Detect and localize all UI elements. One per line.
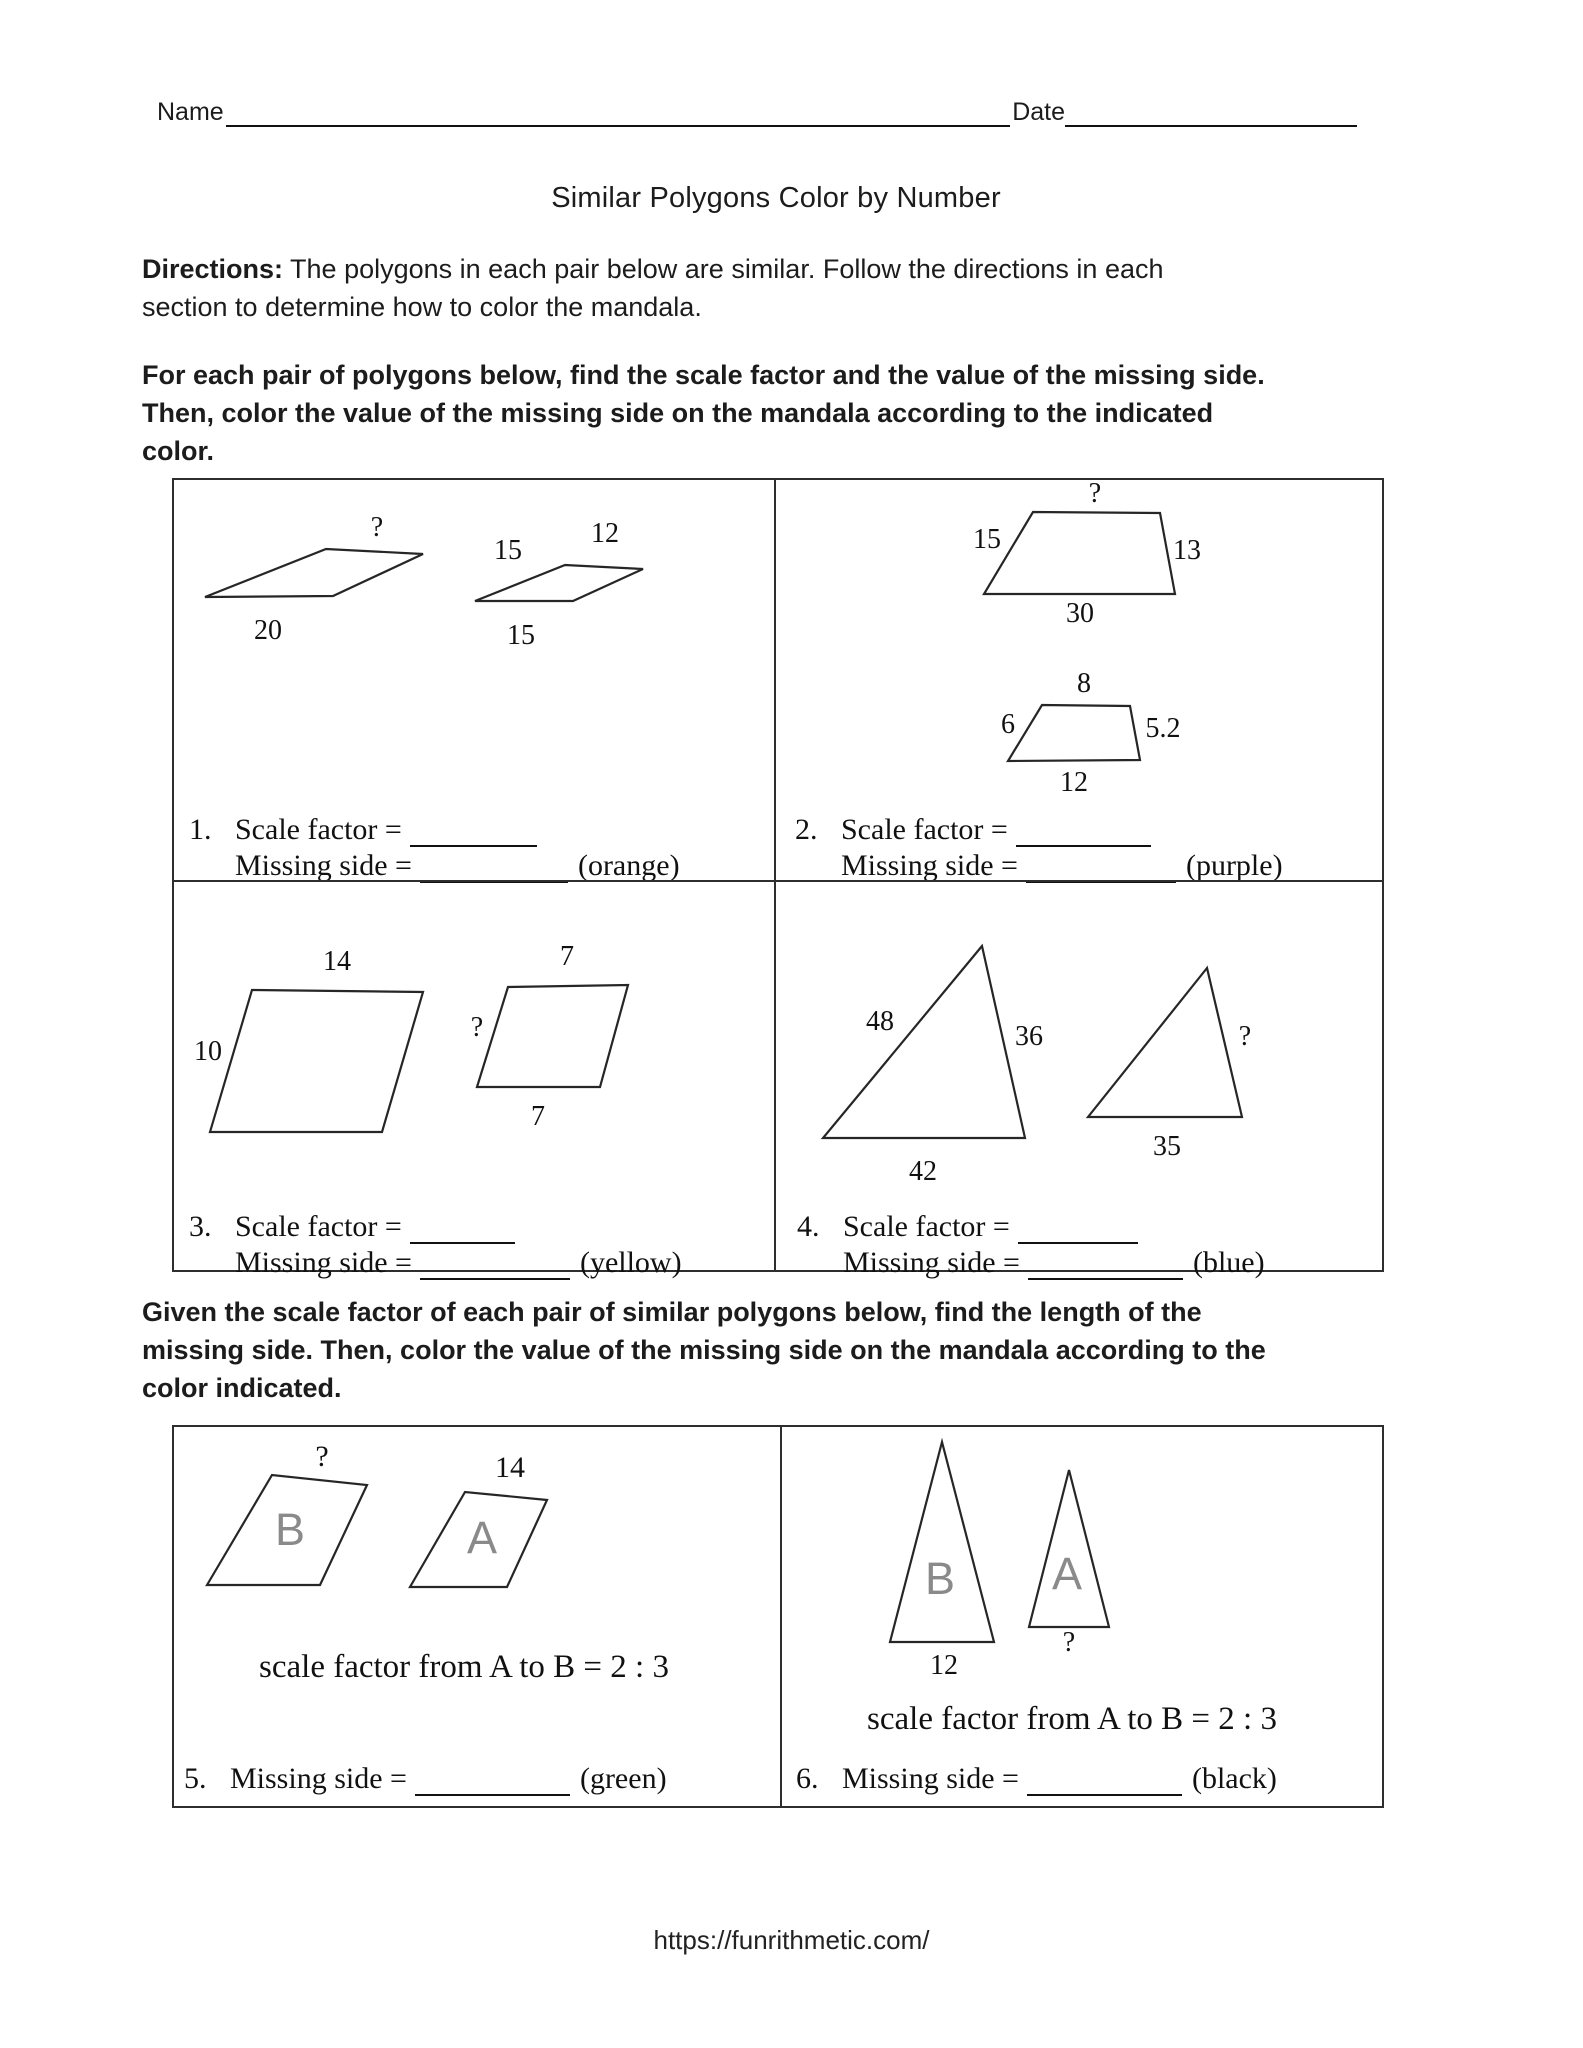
missing-side-blank — [1026, 855, 1176, 883]
problem-cell-2 — [774, 480, 1382, 880]
missing-side-label: Missing side = — [842, 1762, 1019, 1795]
missing-side-blank — [420, 855, 568, 883]
large-parallelogram-shape — [210, 990, 423, 1132]
large-trapezoid-shape — [984, 512, 1175, 594]
question-4-number: 4. — [797, 1210, 820, 1243]
side-label-q2-small-left: 6 — [1001, 709, 1015, 740]
problem-cell-3 — [174, 880, 774, 1279]
color-word-q4: (blue) — [1192, 1246, 1265, 1279]
scale-note-q5: scale factor from A to B = 2 : 3 — [259, 1649, 669, 1685]
directions-line2: section to determine how to color the mandala. — [142, 292, 702, 322]
question-4 — [797, 1210, 1265, 1282]
scale-factor-label: Scale factor = — [235, 1210, 402, 1243]
problem-cell-5 — [174, 1427, 780, 1806]
missing-side-label: Missing side = — [235, 849, 412, 882]
problems-table-1 — [172, 478, 1384, 1279]
section2-intro — [142, 1293, 1432, 1407]
figure-q5 — [174, 1427, 780, 1806]
name-label: Name — [157, 98, 224, 126]
side-label-q1-small-topleft: 15 — [494, 535, 522, 566]
color-word-q6: (black) — [1191, 1762, 1277, 1795]
scale-factor-blank — [410, 1216, 515, 1244]
question-1-number: 1. — [189, 813, 212, 846]
side-label-q2-large-left: 15 — [973, 524, 1001, 555]
small-triangle-shape — [1088, 968, 1242, 1117]
side-label-q4-small-bottom: 35 — [1153, 1131, 1181, 1162]
side-label-q3-small-top: 7 — [560, 941, 574, 972]
color-word-q3: (yellow) — [579, 1246, 682, 1279]
small-parallelogram-shape — [475, 565, 643, 601]
side-label-q2-small-top: 8 — [1077, 668, 1091, 699]
name-blank-line — [226, 99, 1011, 127]
small-trapezoid-shape — [1008, 705, 1140, 761]
date-label: Date — [1012, 98, 1065, 126]
missing-side-blank — [415, 1768, 570, 1796]
missing-side-label: Missing side = — [235, 1246, 412, 1279]
scale-note-q6: scale factor from A to B = 2 : 3 — [867, 1701, 1277, 1737]
section1-line2: Then, color the value of the missing side on the mandala according to the indicated — [142, 398, 1214, 428]
problem-cell-1 — [174, 480, 774, 880]
directions-paragraph — [142, 250, 1432, 326]
section2-line3: color indicated. — [142, 1373, 342, 1403]
section1-line3: color. — [142, 436, 215, 466]
scale-factor-blank — [1018, 1216, 1138, 1244]
missing-side-blank — [1027, 1768, 1182, 1796]
question-6 — [796, 1762, 1277, 1798]
section1-intro — [142, 356, 1432, 470]
side-label-q3-small-bottom: 7 — [531, 1101, 545, 1132]
shape-letter-b: B — [924, 1553, 956, 1604]
scale-factor-label: Scale factor = — [841, 813, 1008, 846]
question-5 — [184, 1762, 667, 1798]
scale-factor-blank — [1016, 819, 1151, 847]
name-date-row — [157, 98, 1357, 127]
triangle-b-shape — [890, 1442, 994, 1642]
missing-side-blank — [1028, 1252, 1183, 1280]
shape-letter-a: A — [1051, 1548, 1083, 1599]
problems-table-2 — [172, 1425, 1384, 1808]
shape-letter-a: A — [466, 1512, 498, 1563]
side-label-q4-small-right: ? — [1238, 1021, 1252, 1052]
missing-side-label: Missing side = — [841, 849, 1018, 882]
question-6-number: 6. — [796, 1762, 819, 1795]
problem-cell-6 — [780, 1427, 1382, 1806]
directions-line1: The polygons in each pair below are similar. Follow the directions in each — [283, 254, 1164, 284]
side-label-q2-small-bottom: 12 — [1060, 767, 1088, 798]
side-label-q1-small-bottom: 15 — [507, 620, 535, 651]
section2-line1: Given the scale factor of each pair of similar polygons below, find the length of the — [142, 1297, 1202, 1327]
side-label-q6-b-bottom: 12 — [930, 1650, 958, 1681]
section1-line1: For each pair of polygons below, find the scale factor and the value of the missing side. — [142, 360, 1265, 390]
date-blank-line — [1065, 99, 1357, 127]
question-3 — [189, 1210, 682, 1282]
side-label-q1-large-bottom: 20 — [254, 615, 282, 646]
side-label-q2-large-right: 13 — [1173, 535, 1201, 566]
large-parallelogram-shape — [205, 549, 423, 597]
side-label-q3-small-left: ? — [470, 1012, 484, 1043]
side-label-q3-large-top: 14 — [323, 946, 351, 977]
side-label-q5-b-top: ? — [315, 1440, 329, 1473]
question-5-number: 5. — [184, 1762, 207, 1795]
scale-factor-label: Scale factor = — [235, 813, 402, 846]
page-title: Similar Polygons Color by Number — [551, 182, 1001, 214]
side-label-q2-large-bottom: 30 — [1066, 598, 1094, 629]
question-2 — [795, 813, 1283, 885]
color-word-q2: (purple) — [1185, 849, 1283, 882]
directions-label: Directions: — [142, 254, 284, 284]
side-label-q1-small-topright: 12 — [591, 518, 619, 549]
side-label-q6-a-bottom: ? — [1062, 1627, 1076, 1658]
side-label-q2-small-right: 5.2 — [1145, 713, 1181, 744]
figure-q6 — [782, 1427, 1384, 1806]
side-label-q4-large-left: 48 — [866, 1006, 894, 1037]
side-label-q2-large-top: ? — [1088, 478, 1102, 509]
section2-line2: missing side. Then, color the value of the missing side on the mandala according to the — [142, 1335, 1266, 1365]
small-parallelogram-shape — [477, 985, 628, 1087]
side-label-q4-large-bottom: 42 — [909, 1156, 937, 1187]
question-2-number: 2. — [795, 813, 818, 846]
scale-factor-blank — [410, 819, 537, 847]
large-triangle-shape — [823, 946, 1025, 1138]
scale-factor-label: Scale factor = — [843, 1210, 1010, 1243]
footer-url: https://funrithmetic.com/ — [653, 1925, 930, 1955]
question-1 — [189, 813, 680, 885]
side-label-q3-large-left: 10 — [194, 1036, 222, 1067]
side-label-q1-large-top: ? — [370, 512, 384, 543]
missing-side-blank — [420, 1252, 570, 1280]
shape-letter-b: B — [274, 1504, 306, 1555]
problem-cell-4 — [774, 880, 1382, 1279]
missing-side-label: Missing side = — [843, 1246, 1020, 1279]
side-label-q5-a-top: 14 — [495, 1451, 525, 1484]
color-word-q1: (orange) — [577, 849, 680, 882]
color-word-q5: (green) — [579, 1762, 667, 1795]
missing-side-label: Missing side = — [230, 1762, 407, 1795]
question-3-number: 3. — [189, 1210, 212, 1243]
side-label-q4-large-right: 36 — [1015, 1021, 1043, 1052]
